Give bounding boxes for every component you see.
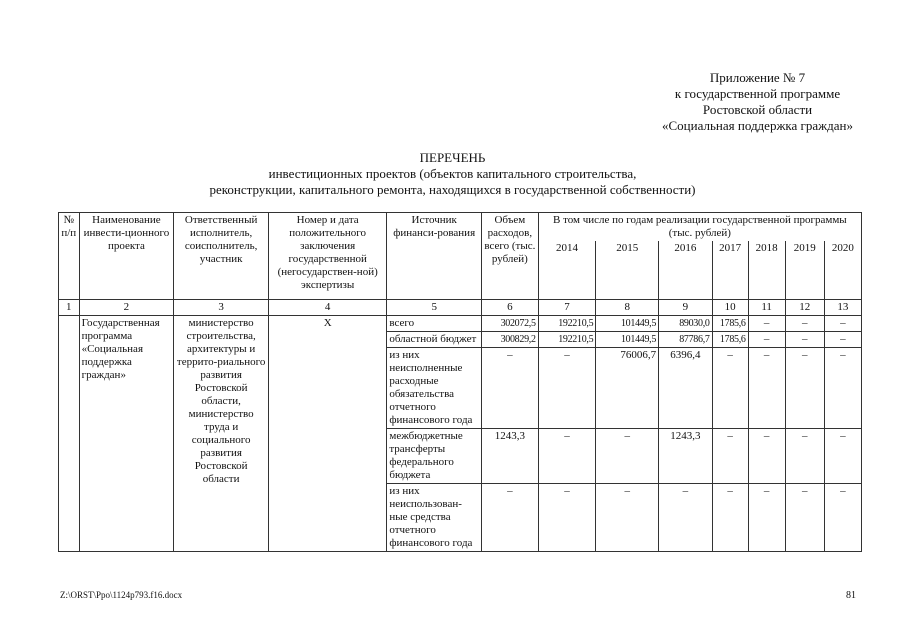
header-year: 2017 [712,241,748,299]
col-number: 1 [59,299,80,315]
header-year: 2015 [596,241,659,299]
value-cell: – [824,428,861,483]
value-cell: – [824,347,861,428]
header-executor: Ответственный исполнитель, соисполнитель, участник [174,213,269,300]
header-name: Наименование инвести-ционного проекта [79,213,174,300]
value-cell: – [785,483,824,551]
value-cell: 192210,5 [538,331,596,347]
project-name: Государственная программа «Социальная поддержка граждан» [79,315,174,551]
value-cell: 87786,7 [659,331,713,347]
value-cell: – [482,483,539,551]
value-cell: – [712,347,748,428]
document-title [0,150,905,198]
footer-file-path: Z:\ORST\Ppo\1124p793.f16.docx [60,590,183,600]
title-line-2: инвестиционных проектов (объектов капитального строительства, [268,166,637,181]
value-cell: – [712,483,748,551]
col-number: 6 [482,299,539,315]
header-year: 2014 [538,241,596,299]
value-cell: – [748,331,785,347]
table-row [59,315,862,331]
value-cell: 300829,2 [482,331,539,347]
value-cell: – [824,315,861,331]
value-cell: – [596,428,659,483]
value-cell: – [748,483,785,551]
title-line-3: реконструкции, капитального ремонта, находящихся в государственной собственности) [209,182,696,197]
appendix-line-4: «Социальная поддержка граждан» [662,118,853,133]
col-number: 12 [785,299,824,315]
project-expertise: Х [268,315,386,551]
col-number: 10 [712,299,748,315]
value-cell: 76006,7 [596,347,659,428]
header-year: 2016 [659,241,713,299]
value-cell: – [659,483,713,551]
value-cell: – [482,347,539,428]
source-cell: из них неисполненные расходные обязательства отчетного финансового года [387,347,482,428]
value-cell: 1243,3 [659,428,713,483]
header-year: 2020 [824,241,861,299]
projects-table [58,212,862,552]
value-cell: – [785,315,824,331]
value-cell: – [785,428,824,483]
project-executor: министерство строительства, архитектуры и террито-риального развития Ростовской области, министерство труда и социального развития Ростовской области [174,315,269,551]
value-cell: – [748,428,785,483]
footer-page-number: 81 [846,590,856,601]
col-number: 11 [748,299,785,315]
value-cell: – [785,347,824,428]
header-year: 2018 [748,241,785,299]
col-number: 3 [174,299,269,315]
value-cell: 6396,4 [659,347,713,428]
title-heading: ПЕРЕЧЕНЬ [419,150,486,165]
header-expertise: Номер и дата положительного заключения государственной (негосударствен-ной) экспертизы [268,213,386,300]
value-cell: – [538,428,596,483]
value-cell: 302072,5 [482,315,539,331]
header-year: 2019 [785,241,824,299]
appendix-line-2: к государственной программе [674,86,841,101]
value-cell: – [538,483,596,551]
value-cell: – [538,347,596,428]
value-cell: – [748,315,785,331]
col-number: 9 [659,299,713,315]
header-source: Источник финанси-рования [387,213,482,300]
column-number-row [59,299,862,315]
col-number: 7 [538,299,596,315]
source-cell: всего [387,315,482,331]
value-cell: 192210,5 [538,315,596,331]
value-cell: 101449,5 [596,315,659,331]
header-row [59,213,862,242]
value-cell: – [824,483,861,551]
header-num: № п/п [59,213,80,300]
source-cell: из них неиспользован-ные средства отчетного финансового года [387,483,482,551]
value-cell: 1785,6 [712,315,748,331]
value-cell: 1785,6 [712,331,748,347]
appendix-line-1: Приложение № 7 [709,70,806,85]
value-cell: 101449,5 [596,331,659,347]
col-number: 2 [79,299,174,315]
value-cell: – [824,331,861,347]
value-cell: – [596,483,659,551]
col-number: 5 [387,299,482,315]
row-num-cell [59,315,80,551]
header-volume: Объем расходов, всего (тыс. рублей) [482,213,539,300]
source-cell: областной бюджет [387,331,482,347]
value-cell: – [748,347,785,428]
value-cell: – [785,331,824,347]
col-number: 4 [268,299,386,315]
value-cell: 89030,0 [659,315,713,331]
col-number: 13 [824,299,861,315]
appendix-line-3: Ростовской области [702,102,813,117]
col-number: 8 [596,299,659,315]
value-cell: – [712,428,748,483]
value-cell: 1243,3 [482,428,539,483]
source-cell: межбюджетные трансферты федерального бюджета [387,428,482,483]
appendix-block [662,70,853,134]
header-years-group: В том числе по годам реализации государственной программы (тыс. рублей) [538,213,861,242]
